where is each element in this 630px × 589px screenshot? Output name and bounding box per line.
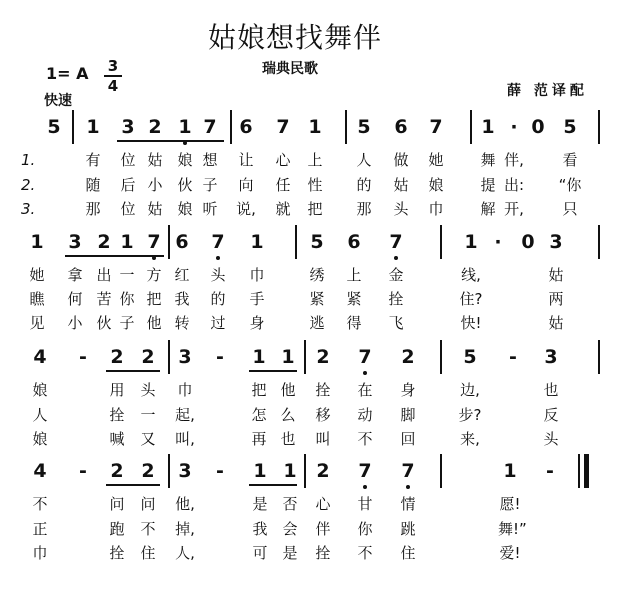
lyric-syllable: 问 bbox=[140, 495, 156, 513]
note: 7 bbox=[358, 346, 372, 368]
lyric-syllable: 拴 bbox=[315, 381, 331, 399]
lyric-syllable: 移 bbox=[315, 406, 331, 424]
bar-line bbox=[168, 340, 170, 374]
lyric-syllable: 红 bbox=[174, 266, 190, 284]
lyric-syllable: 娘 bbox=[177, 151, 193, 169]
lyric-syllable: 可 bbox=[252, 544, 268, 562]
lyric-syllable: 娘 bbox=[177, 200, 193, 218]
lyric-syllable: 人 bbox=[356, 151, 372, 169]
note: 2 bbox=[141, 346, 155, 368]
note: 2 bbox=[148, 116, 162, 138]
lyric-syllable: 伴 bbox=[315, 520, 331, 538]
lyric-syllable: 何 bbox=[67, 290, 83, 308]
lyric-syllable: 解 bbox=[480, 200, 496, 218]
lyric-syllable: 反 bbox=[543, 406, 559, 424]
note: 6 bbox=[175, 231, 189, 253]
lyric-syllable: 脚 bbox=[400, 406, 416, 424]
lyric-syllable: 你 bbox=[119, 290, 135, 308]
lyric-syllable: 伙 bbox=[96, 314, 112, 332]
eighth-beam bbox=[249, 370, 297, 372]
lyric-syllable: 头 bbox=[393, 200, 409, 218]
lyric-syllable: 说, bbox=[236, 200, 256, 218]
key-signature: 1= A bbox=[46, 64, 89, 83]
note: 1 bbox=[178, 116, 192, 138]
note: 1 bbox=[253, 460, 267, 482]
lyric-syllable: 拴 bbox=[388, 290, 404, 308]
sustain-dash: - bbox=[79, 460, 87, 482]
lyric-syllable: 是 bbox=[252, 495, 268, 513]
lyric-syllable: 小 bbox=[147, 176, 163, 194]
lyric-syllable: 甘 bbox=[357, 495, 373, 513]
lyric-syllable: 人, bbox=[175, 544, 195, 562]
lyric-syllable: 不 bbox=[357, 544, 373, 562]
lyric-syllable: 手 bbox=[249, 290, 265, 308]
lyric-syllable: 又 bbox=[140, 430, 156, 448]
lyric-syllable: 娘 bbox=[32, 430, 48, 448]
lyric-syllable: 金 bbox=[388, 266, 404, 284]
lyric-syllable: 把 bbox=[307, 200, 323, 218]
note: 3 bbox=[68, 231, 82, 253]
lyric-syllable: 的 bbox=[210, 290, 226, 308]
lyric-syllable: 步? bbox=[458, 406, 482, 424]
lyric-syllable: 姑 bbox=[548, 266, 564, 284]
lyric-syllable: 她 bbox=[428, 151, 444, 169]
lyric-syllable: 看 bbox=[562, 151, 578, 169]
note: 7 bbox=[147, 231, 161, 253]
lyric-syllable: 边, bbox=[460, 381, 480, 399]
lyric-syllable: 么 bbox=[280, 406, 296, 424]
lyric-syllable: 苦 bbox=[96, 290, 112, 308]
lyric-syllable: 两 bbox=[548, 290, 564, 308]
lyric-syllable: 出: bbox=[503, 176, 525, 194]
lyric-syllable: 方 bbox=[146, 266, 162, 284]
lyric-syllable: 心 bbox=[275, 151, 291, 169]
duration-dot: · bbox=[494, 231, 502, 253]
lyric-syllable: 是 bbox=[282, 544, 298, 562]
bar-line bbox=[168, 454, 170, 488]
lyric-syllable: 1. bbox=[21, 151, 36, 169]
low-octave-dot bbox=[363, 485, 367, 489]
lyric-syllable: 也 bbox=[280, 430, 296, 448]
note: 7 bbox=[389, 231, 403, 253]
lyric-syllable: 一 bbox=[140, 406, 156, 424]
note: 5 bbox=[563, 116, 577, 138]
bar-line bbox=[304, 454, 306, 488]
note: 5 bbox=[357, 116, 371, 138]
lyric-syllable: 出 bbox=[96, 266, 112, 284]
lyric-syllable: 来, bbox=[460, 430, 480, 448]
note: 7 bbox=[401, 460, 415, 482]
lyric-syllable: 住? bbox=[459, 290, 483, 308]
duration-dot: · bbox=[510, 116, 518, 138]
lyric-syllable: 心 bbox=[315, 495, 331, 513]
lyric-syllable: 不 bbox=[32, 495, 48, 513]
lyric-syllable: 向 bbox=[238, 176, 254, 194]
lyric-syllable: 拴 bbox=[109, 406, 125, 424]
lyric-syllable: 人 bbox=[32, 406, 48, 424]
lyric-syllable: 我 bbox=[174, 290, 190, 308]
lyric-syllable: 否 bbox=[282, 495, 298, 513]
lyric-syllable: 绣 bbox=[309, 266, 325, 284]
sustain-dash: - bbox=[216, 346, 224, 368]
note: 0 bbox=[531, 116, 545, 138]
lyric-syllable: 提 bbox=[480, 176, 496, 194]
bar-line bbox=[440, 454, 442, 488]
note: 1 bbox=[464, 231, 478, 253]
lyric-syllable: 瞧 bbox=[29, 290, 45, 308]
note: 2 bbox=[316, 346, 330, 368]
lyric-syllable: 后 bbox=[120, 176, 136, 194]
lyric-syllable: 线, bbox=[461, 266, 481, 284]
note: 7 bbox=[211, 231, 225, 253]
note: 1 bbox=[283, 460, 297, 482]
lyric-syllable: 拴 bbox=[109, 544, 125, 562]
lyric-syllable: 身 bbox=[249, 314, 265, 332]
lyric-syllable: 性 bbox=[307, 176, 323, 194]
note: 1 bbox=[120, 231, 134, 253]
lyric-syllable: 情 bbox=[400, 495, 416, 513]
lyric-syllable: 回 bbox=[400, 430, 416, 448]
sustain-dash: - bbox=[216, 460, 224, 482]
lyric-syllable: 巾 bbox=[32, 544, 48, 562]
note: 1 bbox=[30, 231, 44, 253]
low-octave-dot bbox=[216, 256, 220, 260]
lyric-syllable: 动 bbox=[357, 406, 373, 424]
lyric-syllable: 2. bbox=[21, 176, 36, 194]
sustain-dash: - bbox=[79, 346, 87, 368]
lyric-syllable: 娘 bbox=[32, 381, 48, 399]
lyric-syllable: 拴 bbox=[315, 544, 331, 562]
note: 6 bbox=[239, 116, 253, 138]
lyric-syllable: 位 bbox=[120, 151, 136, 169]
note: 4 bbox=[33, 346, 47, 368]
lyric-syllable: 过 bbox=[210, 314, 226, 332]
lyric-syllable: 用 bbox=[109, 381, 125, 399]
note: 3 bbox=[549, 231, 563, 253]
lyric-syllable: 姑 bbox=[393, 176, 409, 194]
lyric-syllable: 想 bbox=[202, 151, 218, 169]
final-barline-thick bbox=[584, 454, 589, 488]
lyric-syllable: 愿! bbox=[499, 495, 521, 513]
lyric-syllable: 头 bbox=[210, 266, 226, 284]
note: 1 bbox=[281, 346, 295, 368]
bar-line bbox=[440, 340, 442, 374]
lyric-syllable: 就 bbox=[275, 200, 291, 218]
lyric-syllable: 3. bbox=[21, 200, 36, 218]
lyric-syllable: 一 bbox=[119, 266, 135, 284]
low-octave-dot bbox=[394, 256, 398, 260]
lyric-syllable: 跑 bbox=[109, 520, 125, 538]
note: 2 bbox=[401, 346, 415, 368]
time-signature bbox=[104, 58, 122, 94]
lyric-syllable: 不 bbox=[357, 430, 373, 448]
bar-line bbox=[440, 225, 442, 259]
lyric-syllable: 叫 bbox=[315, 430, 331, 448]
low-octave-dot bbox=[152, 256, 156, 260]
lyric-syllable: 巾 bbox=[249, 266, 265, 284]
lyric-syllable: 那 bbox=[85, 200, 101, 218]
final-barline-thin bbox=[578, 454, 580, 488]
note: 5 bbox=[47, 116, 61, 138]
lyric-syllable: 会 bbox=[282, 520, 298, 538]
lyric-syllable: 娘 bbox=[428, 176, 444, 194]
lyric-syllable: 把 bbox=[146, 290, 162, 308]
lyric-syllable: 听 bbox=[202, 200, 218, 218]
lyric-syllable: 问 bbox=[109, 495, 125, 513]
note: 2 bbox=[316, 460, 330, 482]
lyric-syllable: 姑 bbox=[147, 151, 163, 169]
lyric-syllable: 随 bbox=[85, 176, 101, 194]
note: 5 bbox=[463, 346, 477, 368]
bar-line bbox=[295, 225, 297, 259]
note: 7 bbox=[429, 116, 443, 138]
lyric-syllable: 头 bbox=[140, 381, 156, 399]
lyric-syllable: 位 bbox=[120, 200, 136, 218]
bar-line bbox=[598, 225, 600, 259]
lyric-syllable: 紧 bbox=[309, 290, 325, 308]
note: 3 bbox=[544, 346, 558, 368]
lyric-syllable: 做 bbox=[393, 151, 409, 169]
bar-line bbox=[304, 340, 306, 374]
note: 3 bbox=[178, 460, 192, 482]
lyric-syllable: 上 bbox=[346, 266, 362, 284]
bar-line bbox=[345, 110, 347, 144]
lyric-syllable: 任 bbox=[275, 176, 291, 194]
lyric-syllable: 快! bbox=[460, 314, 482, 332]
low-octave-dot bbox=[406, 485, 410, 489]
lyric-syllable: 只 bbox=[562, 200, 578, 218]
lyric-syllable: 子 bbox=[119, 314, 135, 332]
tempo-marking: 快速 bbox=[44, 93, 72, 109]
note: 3 bbox=[121, 116, 135, 138]
lyric-syllable: 那 bbox=[356, 200, 372, 218]
lyric-syllable: 喊 bbox=[109, 430, 125, 448]
note: 3 bbox=[178, 346, 192, 368]
lyric-syllable: 跳 bbox=[400, 520, 416, 538]
note: 2 bbox=[110, 460, 124, 482]
low-octave-dot bbox=[363, 371, 367, 375]
lyric-syllable: 他 bbox=[146, 314, 162, 332]
note: 1 bbox=[503, 460, 517, 482]
lyric-syllable: 你 bbox=[357, 520, 373, 538]
time-signature-top: 3 bbox=[107, 57, 119, 75]
lyric-syllable: 开, bbox=[504, 200, 524, 218]
lyric-syllable: 姑 bbox=[548, 314, 564, 332]
lyric-syllable: 转 bbox=[174, 314, 190, 332]
lyric-syllable: 她 bbox=[29, 266, 45, 284]
lyric-syllable: 住 bbox=[400, 544, 416, 562]
low-octave-dot bbox=[183, 141, 187, 145]
lyric-syllable: 把 bbox=[251, 381, 267, 399]
lyric-syllable: 巾 bbox=[428, 200, 444, 218]
lyric-syllable: 紧 bbox=[346, 290, 362, 308]
bar-line bbox=[598, 340, 600, 374]
lyric-syllable: 头 bbox=[543, 430, 559, 448]
lyric-syllable: 也 bbox=[543, 381, 559, 399]
lyric-syllable: 他 bbox=[280, 381, 296, 399]
note: 7 bbox=[203, 116, 217, 138]
note: 5 bbox=[310, 231, 324, 253]
bar-line bbox=[72, 110, 74, 144]
arranger-credit: 薛 范译配 bbox=[507, 83, 588, 99]
note: 2 bbox=[110, 346, 124, 368]
lyric-syllable: 怎 bbox=[251, 406, 267, 424]
note: 2 bbox=[141, 460, 155, 482]
note: 6 bbox=[347, 231, 361, 253]
bar-line bbox=[168, 225, 170, 259]
lyric-syllable: 舞!” bbox=[498, 520, 527, 538]
song-subtitle: 瑞典民歌 bbox=[262, 61, 318, 77]
song-title: 姑娘想找舞伴 bbox=[208, 21, 383, 54]
lyric-syllable: 掉, bbox=[175, 520, 195, 538]
lyric-syllable: 住 bbox=[140, 544, 156, 562]
lyric-syllable: 巾 bbox=[177, 381, 193, 399]
lyric-syllable: 拿 bbox=[67, 266, 83, 284]
note: 4 bbox=[33, 460, 47, 482]
lyric-syllable: 他, bbox=[175, 495, 195, 513]
note: 1 bbox=[250, 231, 264, 253]
lyric-syllable: 姑 bbox=[147, 200, 163, 218]
note: 1 bbox=[86, 116, 100, 138]
lyric-syllable: 得 bbox=[346, 314, 362, 332]
lyric-syllable: 爱! bbox=[499, 544, 521, 562]
note: 1 bbox=[308, 116, 322, 138]
lyric-syllable: 见 bbox=[29, 314, 45, 332]
bar-line bbox=[598, 110, 600, 144]
eighth-beam bbox=[106, 484, 160, 486]
lyric-syllable: 子 bbox=[202, 176, 218, 194]
lyric-syllable: 不 bbox=[140, 520, 156, 538]
eighth-beam bbox=[249, 484, 297, 486]
bar-line bbox=[470, 110, 472, 144]
note: 1 bbox=[481, 116, 495, 138]
lyric-syllable: 让 bbox=[238, 151, 254, 169]
lyric-syllable: “你 bbox=[558, 176, 582, 194]
lyric-syllable: 再 bbox=[251, 430, 267, 448]
lyric-syllable: 在 bbox=[357, 381, 373, 399]
lyric-syllable: 的 bbox=[356, 176, 372, 194]
lyric-syllable: 伴, bbox=[504, 151, 524, 169]
lyric-syllable: 舞 bbox=[480, 151, 496, 169]
lyric-syllable: 正 bbox=[32, 520, 48, 538]
lyric-syllable: 起, bbox=[175, 406, 195, 424]
note: 7 bbox=[276, 116, 290, 138]
sustain-dash: - bbox=[509, 346, 517, 368]
note: 1 bbox=[252, 346, 266, 368]
note: 7 bbox=[358, 460, 372, 482]
eighth-beam bbox=[106, 370, 160, 372]
lyric-syllable: 我 bbox=[252, 520, 268, 538]
bar-line bbox=[230, 110, 232, 144]
lyric-syllable: 伙 bbox=[177, 176, 193, 194]
lyric-syllable: 身 bbox=[400, 381, 416, 399]
lyric-syllable: 飞 bbox=[388, 314, 404, 332]
note: 2 bbox=[97, 231, 111, 253]
time-signature-bottom: 4 bbox=[107, 77, 119, 95]
note: 0 bbox=[521, 231, 535, 253]
lyric-syllable: 小 bbox=[67, 314, 83, 332]
lyric-syllable: 有 bbox=[85, 151, 101, 169]
lyric-syllable: 上 bbox=[307, 151, 323, 169]
sustain-dash: - bbox=[546, 460, 554, 482]
note: 6 bbox=[394, 116, 408, 138]
lyric-syllable: 逃 bbox=[309, 314, 325, 332]
lyric-syllable: 叫, bbox=[175, 430, 195, 448]
